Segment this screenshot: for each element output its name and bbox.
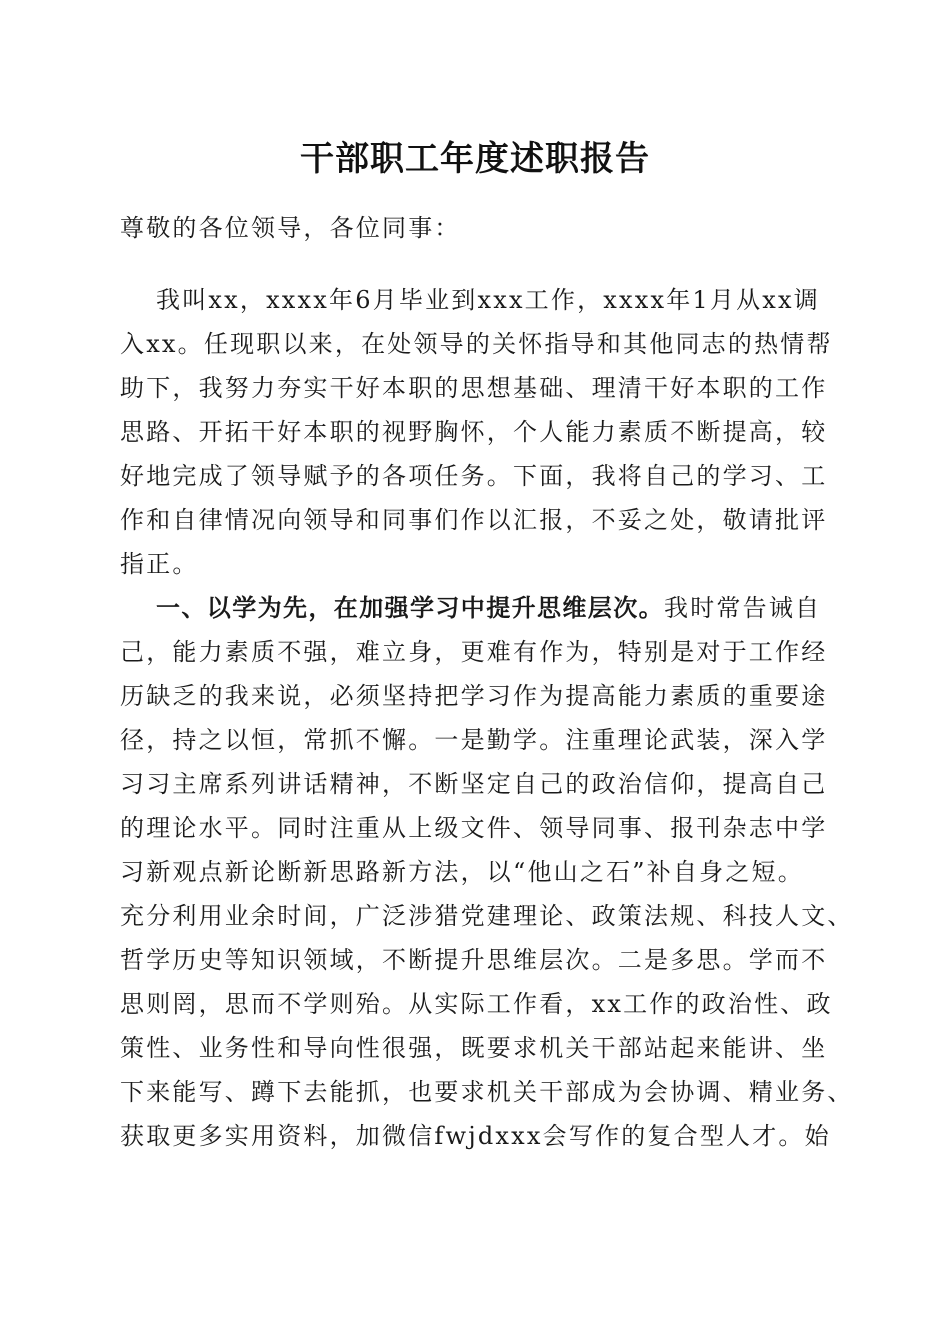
section1-line: 径，持之以恒，常抓不懈。一是勤学。注重理论武装，深入学 — [120, 726, 828, 754]
paragraph1-line: 思路、开拓干好本职的视野胸怀，个人能力素质不断提高，较 — [120, 418, 828, 446]
document-title: 干部职工年度述职报告 — [300, 139, 650, 179]
section1-line: 充分利用业余时间，广泛涉猎党建理论、政策法规、科技人文、 — [120, 902, 854, 930]
paragraph1-line: 助下，我努力夯实干好本职的思想基础、理清干好本职的工作 — [120, 374, 828, 402]
salutation: 尊敬的各位领导，各位同事： — [120, 214, 461, 242]
paragraph1-line: 入xx。任现职以来，在处领导的关怀指导和其他同志的热情帮 — [120, 330, 833, 358]
paragraph1-line: 好地完成了领导赋予的各项任务。下面，我将自己的学习、工 — [120, 462, 828, 490]
section1-line: 思则罔，思而不学则殆。从实际工作看，xx工作的政治性、政 — [120, 990, 833, 1018]
section1-line: 历缺乏的我来说，必须坚持把学习作为提高能力素质的重要途 — [120, 682, 828, 710]
section1-heading: 一、以学为先，在加强学习中提升思维层次。 — [156, 594, 664, 622]
section1-line: 的理论水平。同时注重从上级文件、领导同事、报刊杂志中学 — [120, 814, 828, 842]
section1-line: 习新观点新论断新思路新方法，以“他山之石”补自身之短。 — [120, 858, 804, 886]
section1-line: 哲学历史等知识领域，不断提升思维层次。二是多思。学而不 — [120, 946, 828, 974]
section1-first-line — [156, 586, 821, 630]
section1-line: 习习主席系列讲话精神，不断坚定自己的政治信仰，提高自己 — [120, 770, 828, 798]
section1-line: 获取更多实用资料，加微信fwjdxxx会写作的复合型人才。始 — [120, 1122, 831, 1150]
paragraph1-line: 指正。 — [120, 550, 199, 578]
section1-first-rest: 我时常告诫自 — [664, 594, 822, 622]
paragraph1-line: 作和自律情况向领导和同事们作以汇报，不妥之处，敬请批评 — [120, 506, 828, 534]
section1-line: 下来能写、蹲下去能抓，也要求机关干部成为会协调、精业务、 — [120, 1078, 854, 1106]
section1-line: 己，能力素质不强，难立身，更难有作为，特别是对于工作经 — [120, 638, 828, 666]
paragraph1-line: 我叫xx，xxxx年6月毕业到xxx工作，xxxx年1月从xx调 — [156, 286, 820, 314]
section1-line: 策性、业务性和导向性很强，既要求机关干部站起来能讲、坐 — [120, 1034, 828, 1062]
